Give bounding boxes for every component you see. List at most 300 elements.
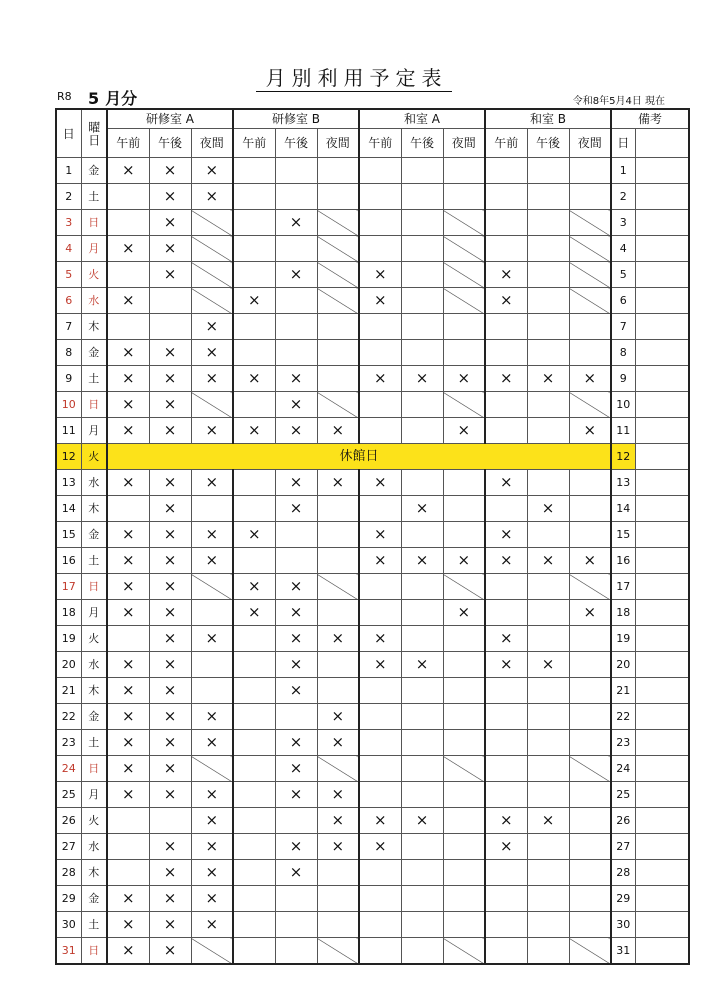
booked-mark: ×: [191, 314, 233, 340]
empty-slot: [443, 808, 485, 834]
weekday-cell: 土: [81, 548, 107, 574]
day-repeat-cell: 4: [611, 236, 635, 262]
day-cell: 24: [56, 756, 81, 782]
unavailable-slash: [317, 392, 359, 418]
weekday-cell: 金: [81, 522, 107, 548]
empty-slot: [359, 392, 401, 418]
day-cell: 19: [56, 626, 81, 652]
table-row: [56, 522, 689, 548]
notes-cell: [635, 600, 689, 626]
table-row: [56, 808, 689, 834]
day-repeat-cell: 5: [611, 262, 635, 288]
room-header-3: 和室 B: [485, 109, 611, 129]
booked-mark: ×: [191, 366, 233, 392]
day-repeat-cell: 3: [611, 210, 635, 236]
day-repeat-cell: 31: [611, 938, 635, 965]
empty-slot: [569, 730, 611, 756]
empty-slot: [191, 600, 233, 626]
booked-mark: ×: [275, 860, 317, 886]
empty-slot: [443, 470, 485, 496]
day-cell: 27: [56, 834, 81, 860]
empty-slot: [485, 756, 527, 782]
empty-slot: [485, 912, 527, 938]
empty-slot: [401, 730, 443, 756]
empty-slot: [485, 340, 527, 366]
empty-slot: [569, 808, 611, 834]
booked-mark: ×: [359, 288, 401, 314]
booked-mark: ×: [149, 652, 191, 678]
table-row: [56, 314, 689, 340]
day-repeat-cell: 17: [611, 574, 635, 600]
empty-slot: [317, 548, 359, 574]
empty-slot: [485, 574, 527, 600]
booked-mark: ×: [317, 834, 359, 860]
weekday-cell: 木: [81, 314, 107, 340]
empty-slot: [359, 782, 401, 808]
booked-mark: ×: [233, 288, 275, 314]
unavailable-slash: [569, 236, 611, 262]
notes-cell: [635, 808, 689, 834]
booked-mark: ×: [317, 808, 359, 834]
table-row: [56, 158, 689, 184]
empty-slot: [401, 600, 443, 626]
unavailable-slash: [317, 236, 359, 262]
weekday-cell: 日: [81, 392, 107, 418]
booked-mark: ×: [569, 548, 611, 574]
empty-slot: [359, 340, 401, 366]
booked-mark: ×: [527, 548, 569, 574]
empty-slot: [275, 808, 317, 834]
empty-slot: [485, 678, 527, 704]
empty-slot: [527, 886, 569, 912]
day-cell: 25: [56, 782, 81, 808]
empty-slot: [359, 860, 401, 886]
booked-mark: ×: [191, 470, 233, 496]
day-repeat-cell: 26: [611, 808, 635, 834]
booked-mark: ×: [401, 808, 443, 834]
booked-mark: ×: [359, 652, 401, 678]
day-cell: 5: [56, 262, 81, 288]
booked-mark: ×: [149, 730, 191, 756]
table-row: [56, 366, 689, 392]
booked-mark: ×: [485, 626, 527, 652]
weekday-cell: 土: [81, 912, 107, 938]
empty-slot: [443, 522, 485, 548]
unavailable-slash: [191, 938, 233, 965]
day-cell: 12: [56, 444, 81, 470]
empty-slot: [191, 678, 233, 704]
unavailable-slash: [569, 938, 611, 965]
weekday-cell: 土: [81, 366, 107, 392]
booked-mark: ×: [149, 392, 191, 418]
empty-slot: [401, 834, 443, 860]
booked-mark: ×: [359, 366, 401, 392]
empty-slot: [359, 236, 401, 262]
day-repeat-cell: 18: [611, 600, 635, 626]
booked-mark: ×: [233, 574, 275, 600]
empty-slot: [233, 912, 275, 938]
booked-mark: ×: [107, 938, 149, 965]
slot-header-0-2: 夜間: [191, 129, 233, 158]
unavailable-slash: [569, 756, 611, 782]
booked-mark: ×: [275, 678, 317, 704]
notes-cell: [635, 184, 689, 210]
booked-mark: ×: [107, 470, 149, 496]
day-repeat-cell: 10: [611, 392, 635, 418]
empty-slot: [569, 652, 611, 678]
booked-mark: ×: [149, 782, 191, 808]
empty-slot: [275, 236, 317, 262]
notes-cell: [635, 704, 689, 730]
booked-mark: ×: [149, 548, 191, 574]
day-repeat-cell: 27: [611, 834, 635, 860]
closed-day-label: 休館日: [107, 444, 611, 470]
empty-slot: [527, 574, 569, 600]
empty-slot: [569, 184, 611, 210]
booked-mark: ×: [149, 860, 191, 886]
notes-cell: [635, 730, 689, 756]
booked-mark: ×: [275, 730, 317, 756]
empty-slot: [569, 860, 611, 886]
day-cell: 15: [56, 522, 81, 548]
empty-slot: [317, 158, 359, 184]
booked-mark: ×: [107, 756, 149, 782]
notes-cell: [635, 912, 689, 938]
booked-mark: ×: [191, 704, 233, 730]
slot-header-3-1: 午後: [527, 129, 569, 158]
table-row: [56, 236, 689, 262]
booked-mark: ×: [233, 366, 275, 392]
day-repeat-cell: 8: [611, 340, 635, 366]
empty-slot: [485, 886, 527, 912]
empty-slot: [359, 158, 401, 184]
booked-mark: ×: [275, 834, 317, 860]
empty-slot: [485, 418, 527, 444]
empty-slot: [233, 262, 275, 288]
table-row: [56, 288, 689, 314]
empty-slot: [401, 210, 443, 236]
empty-slot: [317, 678, 359, 704]
weekday-cell: 火: [81, 808, 107, 834]
empty-slot: [485, 236, 527, 262]
booked-mark: ×: [191, 548, 233, 574]
booked-mark: ×: [107, 574, 149, 600]
unavailable-slash: [191, 210, 233, 236]
table-row: [56, 210, 689, 236]
empty-slot: [401, 886, 443, 912]
empty-slot: [527, 938, 569, 965]
empty-slot: [527, 418, 569, 444]
day-cell: 10: [56, 392, 81, 418]
table-row: [56, 782, 689, 808]
empty-slot: [359, 730, 401, 756]
notes-cell: [635, 756, 689, 782]
booked-mark: ×: [107, 288, 149, 314]
empty-slot: [401, 184, 443, 210]
weekday-cell: 月: [81, 782, 107, 808]
notes-cell: [635, 314, 689, 340]
empty-slot: [275, 912, 317, 938]
table-row: [56, 626, 689, 652]
empty-slot: [401, 704, 443, 730]
empty-slot: [401, 392, 443, 418]
booked-mark: ×: [275, 210, 317, 236]
notes-cell: [635, 262, 689, 288]
day-cell: 13: [56, 470, 81, 496]
booked-mark: ×: [485, 288, 527, 314]
day-cell: 31: [56, 938, 81, 965]
slot-header-2-1: 午後: [401, 129, 443, 158]
empty-slot: [317, 340, 359, 366]
table-row: [56, 912, 689, 938]
booked-mark: ×: [443, 366, 485, 392]
day-cell: 23: [56, 730, 81, 756]
day-repeat-cell: 7: [611, 314, 635, 340]
notes-cell: [635, 366, 689, 392]
day-repeat-cell: 22: [611, 704, 635, 730]
weekday-cell: 日: [81, 938, 107, 965]
empty-slot: [233, 392, 275, 418]
booked-mark: ×: [149, 262, 191, 288]
empty-slot: [275, 340, 317, 366]
day-repeat-cell: 13: [611, 470, 635, 496]
empty-slot: [317, 366, 359, 392]
booked-mark: ×: [359, 522, 401, 548]
empty-slot: [233, 158, 275, 184]
table-row: [56, 392, 689, 418]
day-cell: 22: [56, 704, 81, 730]
day-cell: 8: [56, 340, 81, 366]
slot-header-0-0: 午前: [107, 129, 149, 158]
booked-mark: ×: [275, 392, 317, 418]
weekday-cell: 木: [81, 860, 107, 886]
unavailable-slash: [569, 262, 611, 288]
booked-mark: ×: [149, 366, 191, 392]
empty-slot: [233, 730, 275, 756]
empty-slot: [401, 314, 443, 340]
booked-mark: ×: [485, 522, 527, 548]
empty-slot: [359, 600, 401, 626]
empty-slot: [443, 314, 485, 340]
day-cell: 4: [56, 236, 81, 262]
booked-mark: ×: [527, 496, 569, 522]
booked-mark: ×: [275, 782, 317, 808]
slot-header-3-2: 夜間: [569, 129, 611, 158]
booked-mark: ×: [275, 470, 317, 496]
empty-slot: [317, 860, 359, 886]
empty-slot: [191, 652, 233, 678]
booked-mark: ×: [149, 756, 191, 782]
empty-slot: [569, 704, 611, 730]
day-cell: 28: [56, 860, 81, 886]
booked-mark: ×: [191, 158, 233, 184]
empty-slot: [359, 184, 401, 210]
table-row: [56, 834, 689, 860]
empty-slot: [233, 470, 275, 496]
booked-mark: ×: [485, 366, 527, 392]
empty-slot: [359, 574, 401, 600]
empty-slot: [233, 626, 275, 652]
booked-mark: ×: [149, 938, 191, 965]
unavailable-slash: [191, 236, 233, 262]
empty-slot: [401, 418, 443, 444]
unavailable-slash: [569, 574, 611, 600]
unavailable-slash: [317, 262, 359, 288]
empty-slot: [233, 756, 275, 782]
empty-slot: [527, 340, 569, 366]
unavailable-slash: [317, 938, 359, 965]
table-row: [56, 340, 689, 366]
empty-slot: [569, 470, 611, 496]
empty-slot: [401, 340, 443, 366]
empty-slot: [233, 184, 275, 210]
empty-slot: [527, 470, 569, 496]
empty-slot: [233, 782, 275, 808]
booked-mark: ×: [191, 912, 233, 938]
booked-mark: ×: [107, 600, 149, 626]
booked-mark: ×: [275, 626, 317, 652]
empty-slot: [485, 392, 527, 418]
empty-slot: [443, 834, 485, 860]
empty-slot: [233, 808, 275, 834]
notes-cell: [635, 782, 689, 808]
empty-slot: [233, 548, 275, 574]
unavailable-slash: [317, 288, 359, 314]
empty-slot: [527, 912, 569, 938]
empty-slot: [569, 886, 611, 912]
empty-slot: [527, 730, 569, 756]
empty-slot: [233, 496, 275, 522]
slot-header-1-0: 午前: [233, 129, 275, 158]
empty-slot: [317, 912, 359, 938]
table-row: [56, 574, 689, 600]
weekday-cell: 水: [81, 652, 107, 678]
empty-slot: [317, 886, 359, 912]
table-row: [56, 184, 689, 210]
booked-mark: ×: [107, 522, 149, 548]
day-repeat-cell: 25: [611, 782, 635, 808]
notes-cell: [635, 418, 689, 444]
day-cell: 1: [56, 158, 81, 184]
empty-slot: [359, 210, 401, 236]
empty-slot: [233, 704, 275, 730]
empty-slot: [359, 496, 401, 522]
empty-slot: [443, 652, 485, 678]
table-row: [56, 886, 689, 912]
empty-slot: [401, 912, 443, 938]
booked-mark: ×: [107, 704, 149, 730]
empty-slot: [443, 626, 485, 652]
day-cell: 7: [56, 314, 81, 340]
booked-mark: ×: [149, 418, 191, 444]
unavailable-slash: [443, 236, 485, 262]
weekday-cell: 日: [81, 210, 107, 236]
booked-mark: ×: [149, 600, 191, 626]
weekday-cell: 金: [81, 886, 107, 912]
booked-mark: ×: [275, 756, 317, 782]
booked-mark: ×: [485, 470, 527, 496]
booked-mark: ×: [149, 522, 191, 548]
booked-mark: ×: [107, 782, 149, 808]
empty-slot: [233, 938, 275, 965]
booked-mark: ×: [443, 600, 485, 626]
empty-slot: [443, 704, 485, 730]
empty-slot: [275, 184, 317, 210]
booked-mark: ×: [317, 626, 359, 652]
booked-mark: ×: [107, 652, 149, 678]
empty-slot: [233, 834, 275, 860]
booked-mark: ×: [233, 418, 275, 444]
month-label: [88, 86, 137, 109]
empty-slot: [401, 236, 443, 262]
empty-slot: [485, 600, 527, 626]
empty-slot: [527, 600, 569, 626]
day-cell: 29: [56, 886, 81, 912]
unavailable-slash: [191, 756, 233, 782]
empty-slot: [527, 392, 569, 418]
month-unit: 月分: [105, 89, 138, 108]
notes-cell: [635, 392, 689, 418]
notes-cell: [635, 210, 689, 236]
weekday-cell: 日: [81, 756, 107, 782]
day-cell: 16: [56, 548, 81, 574]
booked-mark: ×: [107, 366, 149, 392]
empty-slot: [443, 912, 485, 938]
booked-mark: ×: [485, 548, 527, 574]
closed-row: [56, 444, 689, 470]
empty-slot: [443, 678, 485, 704]
weekday-cell: 金: [81, 704, 107, 730]
empty-slot: [317, 496, 359, 522]
weekday-cell: 水: [81, 834, 107, 860]
booked-mark: ×: [191, 834, 233, 860]
empty-slot: [359, 912, 401, 938]
empty-slot: [317, 184, 359, 210]
empty-slot: [527, 678, 569, 704]
notes-cell: [635, 288, 689, 314]
empty-slot: [569, 912, 611, 938]
booked-mark: ×: [149, 626, 191, 652]
day-cell: 9: [56, 366, 81, 392]
day-repeat-cell: 15: [611, 522, 635, 548]
booked-mark: ×: [275, 496, 317, 522]
weekday-cell: 火: [81, 626, 107, 652]
booked-mark: ×: [107, 678, 149, 704]
day-repeat-header: 日: [611, 129, 635, 158]
day-repeat-cell: 29: [611, 886, 635, 912]
empty-slot: [401, 470, 443, 496]
empty-slot: [107, 184, 149, 210]
booked-mark: ×: [149, 210, 191, 236]
booked-mark: ×: [149, 912, 191, 938]
table-row: [56, 730, 689, 756]
booked-mark: ×: [359, 808, 401, 834]
empty-slot: [359, 418, 401, 444]
unavailable-slash: [443, 288, 485, 314]
booked-mark: ×: [317, 418, 359, 444]
booked-mark: ×: [317, 730, 359, 756]
empty-slot: [317, 600, 359, 626]
empty-slot: [485, 314, 527, 340]
empty-slot: [275, 522, 317, 548]
weekday-cell: 火: [81, 444, 107, 470]
empty-slot: [149, 808, 191, 834]
empty-slot: [527, 210, 569, 236]
schedule-table: [55, 108, 690, 965]
empty-slot: [443, 496, 485, 522]
empty-slot: [569, 626, 611, 652]
booked-mark: ×: [527, 366, 569, 392]
